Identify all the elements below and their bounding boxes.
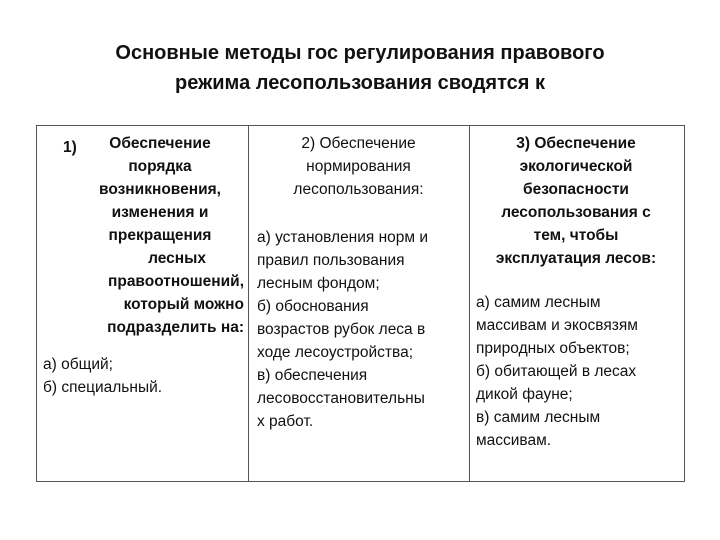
column-1-heading-line: прекращения: [108, 227, 212, 244]
column-3-heading-line: экологической: [519, 158, 633, 175]
column-1-heading-line: правоотношений,: [107, 273, 244, 290]
column-1-heading-cont: [37, 247, 244, 339]
column-1: [37, 126, 249, 481]
column-2-heading-line: 2) Обеспечение: [301, 135, 416, 152]
column-3-items: [476, 291, 638, 452]
list-item: правил пользования: [257, 252, 405, 269]
list-item: б) обоснования: [257, 298, 369, 315]
list-item: б) специальный.: [43, 379, 163, 396]
column-3-heading-line: 3) Обеспечение: [516, 135, 636, 152]
column-1-heading-line: лесных: [148, 250, 206, 267]
list-item: возрастов рубок леса в: [257, 321, 426, 338]
column-2-heading-line: лесопользования:: [293, 181, 424, 198]
list-item: дикой фауне;: [476, 386, 573, 403]
column-1-heading-line: изменения и: [111, 204, 209, 221]
column-1-heading-line: подразделить на:: [107, 319, 244, 336]
column-3-heading: [470, 132, 682, 270]
column-2-heading-line: нормирования: [306, 158, 411, 175]
column-2-heading: [249, 132, 468, 201]
list-item: а) общий;: [43, 356, 113, 373]
page-title: [0, 38, 720, 98]
list-item: а) самим лесным: [476, 294, 601, 311]
column-1-heading: [97, 132, 223, 247]
column-1-heading-line: который можно: [123, 296, 244, 313]
column-2-items: [257, 226, 428, 433]
list-item: ходе лесоустройства;: [257, 344, 414, 361]
column-1-items: [43, 353, 162, 399]
list-item: массивам.: [476, 432, 552, 449]
column-3-heading-line: безопасности: [523, 181, 629, 198]
list-item: б) обитающей в лесах: [476, 363, 637, 380]
list-item: а) установления норм и: [257, 229, 429, 246]
list-item: лесовосстановительны: [257, 390, 425, 407]
methods-table: [36, 125, 685, 482]
column-3: [470, 126, 684, 481]
list-item: в) самим лесным: [476, 409, 601, 426]
column-1-heading-line: возникновения,: [99, 181, 221, 198]
column-1-heading-line: Обеспечение: [109, 135, 211, 152]
column-1-number: 1): [63, 139, 77, 156]
list-item: природных объектов;: [476, 340, 630, 357]
column-3-heading-line: эксплуатация лесов:: [495, 250, 657, 267]
list-item: лесным фондом;: [257, 275, 380, 292]
list-item: х работ.: [257, 413, 314, 430]
list-item: в) обеспечения: [257, 367, 368, 384]
title-line-2: режима лесопользования сводятся к: [175, 72, 545, 94]
title-line-1: Основные методы гос регулирования правового: [115, 42, 605, 64]
list-item: массивам и экосвязям: [476, 317, 638, 334]
column-2: [249, 126, 470, 481]
column-3-heading-line: тем, чтобы: [533, 227, 619, 244]
column-3-heading-line: лесопользования с: [501, 204, 651, 221]
column-1-heading-line: порядка: [128, 158, 192, 175]
